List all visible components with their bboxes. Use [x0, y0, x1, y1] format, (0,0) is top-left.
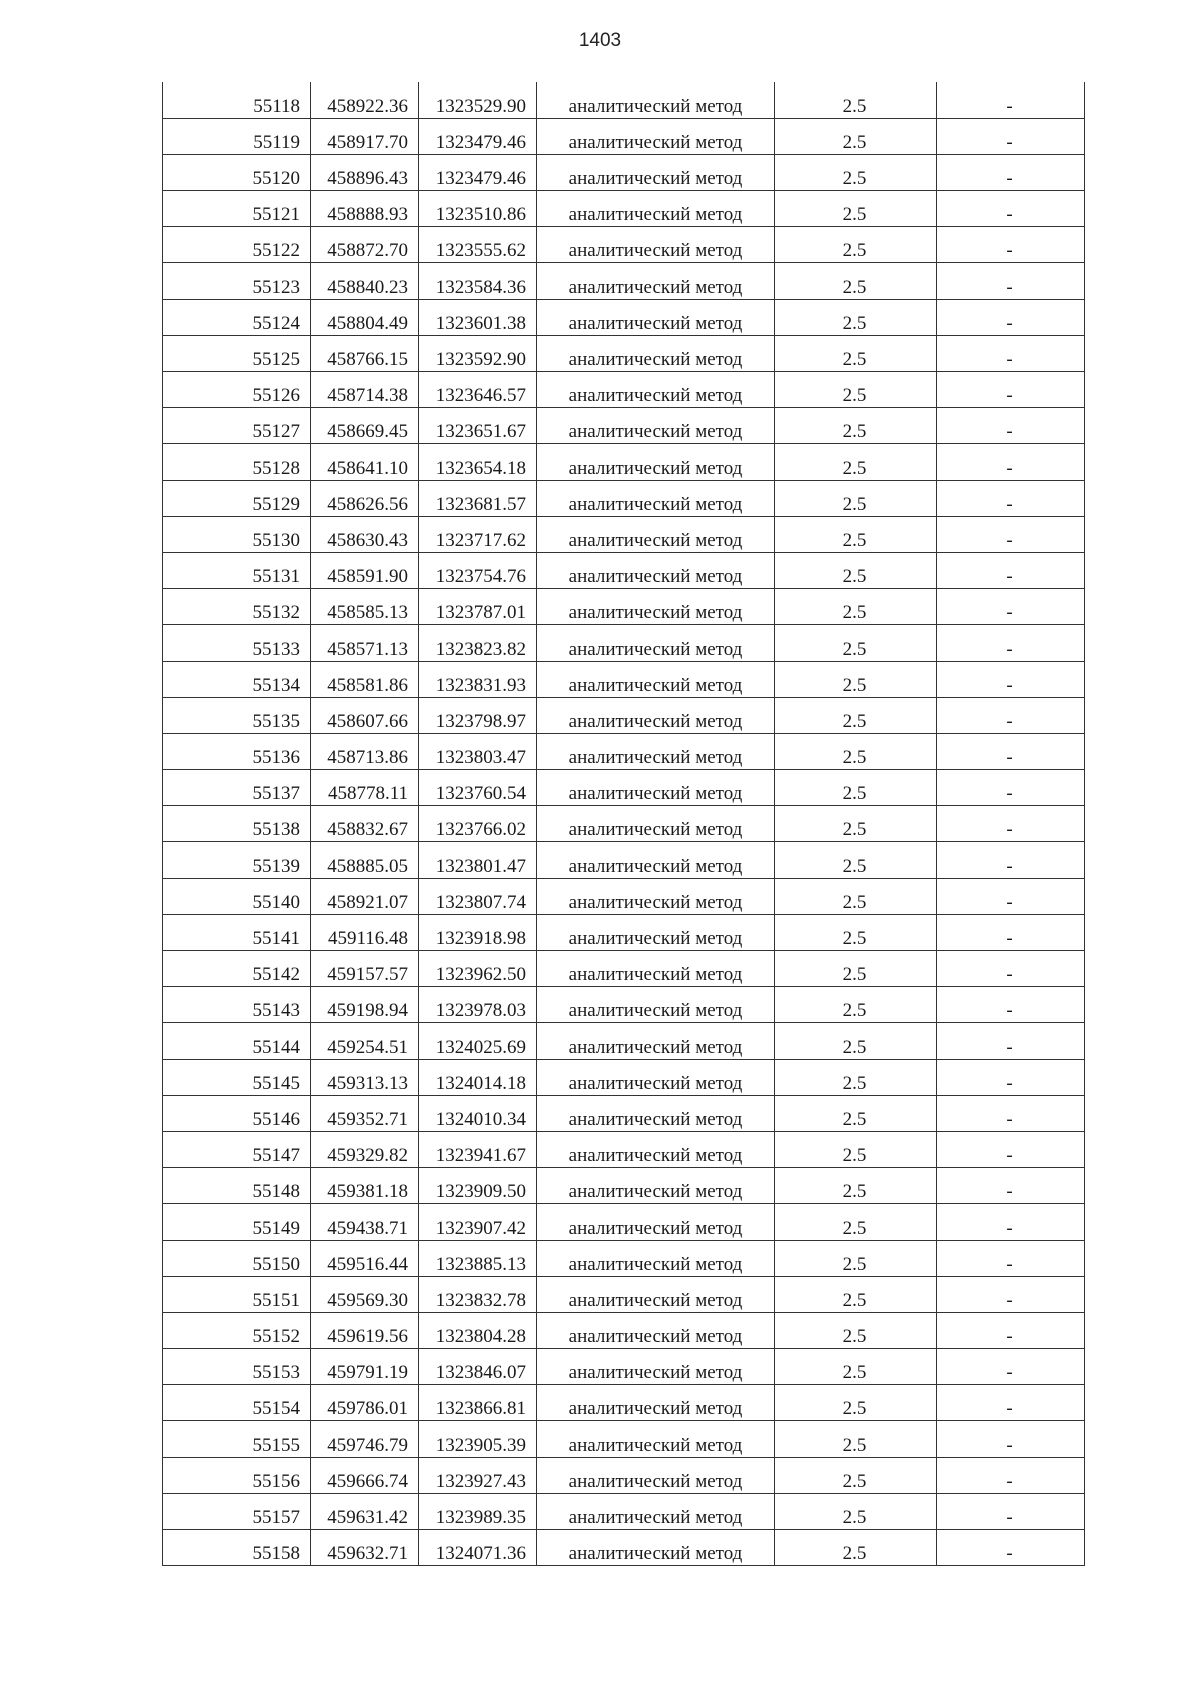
- point-number-cell: 55152: [163, 1312, 311, 1348]
- y-coordinate-cell: 1323804.28: [419, 1312, 537, 1348]
- point-number-cell: 55137: [163, 770, 311, 806]
- note-cell: -: [937, 1530, 1085, 1566]
- accuracy-cell: 2.5: [775, 516, 937, 552]
- point-number-cell: 55136: [163, 733, 311, 769]
- method-cell: аналитический метод: [537, 480, 775, 516]
- note-cell: -: [937, 1312, 1085, 1348]
- x-coordinate-cell: 458669.45: [311, 408, 419, 444]
- table-row: [163, 444, 1085, 480]
- note-cell: -: [937, 263, 1085, 299]
- method-cell: аналитический метод: [537, 1493, 775, 1529]
- y-coordinate-cell: 1323681.57: [419, 480, 537, 516]
- y-coordinate-cell: 1323555.62: [419, 227, 537, 263]
- y-coordinate-cell: 1323941.67: [419, 1131, 537, 1167]
- method-cell: аналитический метод: [537, 1530, 775, 1566]
- method-cell: аналитический метод: [537, 806, 775, 842]
- x-coordinate-cell: 458804.49: [311, 299, 419, 335]
- x-coordinate-cell: 459631.42: [311, 1493, 419, 1529]
- y-coordinate-cell: 1323823.82: [419, 625, 537, 661]
- table-row: [163, 951, 1085, 987]
- note-cell: -: [937, 1095, 1085, 1131]
- x-coordinate-cell: 458607.66: [311, 697, 419, 733]
- x-coordinate-cell: 458641.10: [311, 444, 419, 480]
- y-coordinate-cell: 1323651.67: [419, 408, 537, 444]
- y-coordinate-cell: 1323766.02: [419, 806, 537, 842]
- accuracy-cell: 2.5: [775, 1095, 937, 1131]
- method-cell: аналитический метод: [537, 1312, 775, 1348]
- page-number: 1403: [578, 30, 622, 51]
- table-row: [163, 372, 1085, 408]
- accuracy-cell: 2.5: [775, 806, 937, 842]
- point-number-cell: 55142: [163, 951, 311, 987]
- note-cell: -: [937, 154, 1085, 190]
- y-coordinate-cell: 1324014.18: [419, 1059, 537, 1095]
- x-coordinate-cell: 459746.79: [311, 1421, 419, 1457]
- method-cell: аналитический метод: [537, 625, 775, 661]
- table-row: [163, 625, 1085, 661]
- note-cell: -: [937, 1493, 1085, 1529]
- point-number-cell: 55141: [163, 914, 311, 950]
- accuracy-cell: 2.5: [775, 1131, 937, 1167]
- x-coordinate-cell: 458630.43: [311, 516, 419, 552]
- method-cell: аналитический метод: [537, 154, 775, 190]
- x-coordinate-cell: 458921.07: [311, 878, 419, 914]
- table-row: [163, 1493, 1085, 1529]
- x-coordinate-cell: 458766.15: [311, 335, 419, 371]
- table-row: [163, 1023, 1085, 1059]
- point-number-cell: 55121: [163, 191, 311, 227]
- point-number-cell: 55119: [163, 118, 311, 154]
- point-number-cell: 55124: [163, 299, 311, 335]
- method-cell: аналитический метод: [537, 661, 775, 697]
- accuracy-cell: 2.5: [775, 552, 937, 588]
- table-row: [163, 1059, 1085, 1095]
- accuracy-cell: 2.5: [775, 191, 937, 227]
- point-number-cell: 55153: [163, 1349, 311, 1385]
- note-cell: -: [937, 878, 1085, 914]
- y-coordinate-cell: 1324071.36: [419, 1530, 537, 1566]
- x-coordinate-cell: 459116.48: [311, 914, 419, 950]
- table-row: [163, 914, 1085, 950]
- table-row: [163, 806, 1085, 842]
- point-number-cell: 55146: [163, 1095, 311, 1131]
- note-cell: -: [937, 227, 1085, 263]
- point-number-cell: 55140: [163, 878, 311, 914]
- point-number-cell: 55132: [163, 589, 311, 625]
- table-row: [163, 878, 1085, 914]
- point-number-cell: 55145: [163, 1059, 311, 1095]
- table-row: [163, 1095, 1085, 1131]
- x-coordinate-cell: 458872.70: [311, 227, 419, 263]
- x-coordinate-cell: 459619.56: [311, 1312, 419, 1348]
- method-cell: аналитический метод: [537, 697, 775, 733]
- table-row: [163, 589, 1085, 625]
- y-coordinate-cell: 1323962.50: [419, 951, 537, 987]
- point-number-cell: 55148: [163, 1168, 311, 1204]
- accuracy-cell: 2.5: [775, 1023, 937, 1059]
- x-coordinate-cell: 458922.36: [311, 82, 419, 118]
- point-number-cell: 55158: [163, 1530, 311, 1566]
- y-coordinate-cell: 1323646.57: [419, 372, 537, 408]
- accuracy-cell: 2.5: [775, 625, 937, 661]
- y-coordinate-cell: 1323479.46: [419, 118, 537, 154]
- note-cell: -: [937, 82, 1085, 118]
- note-cell: -: [937, 1240, 1085, 1276]
- accuracy-cell: 2.5: [775, 372, 937, 408]
- y-coordinate-cell: 1323978.03: [419, 987, 537, 1023]
- accuracy-cell: 2.5: [775, 1240, 937, 1276]
- note-cell: -: [937, 1023, 1085, 1059]
- point-number-cell: 55129: [163, 480, 311, 516]
- method-cell: аналитический метод: [537, 770, 775, 806]
- method-cell: аналитический метод: [537, 1457, 775, 1493]
- x-coordinate-cell: 458840.23: [311, 263, 419, 299]
- accuracy-cell: 2.5: [775, 480, 937, 516]
- point-number-cell: 55157: [163, 1493, 311, 1529]
- y-coordinate-cell: 1323831.93: [419, 661, 537, 697]
- table-row: [163, 1457, 1085, 1493]
- x-coordinate-cell: 459786.01: [311, 1385, 419, 1421]
- table-row: [163, 299, 1085, 335]
- y-coordinate-cell: 1323918.98: [419, 914, 537, 950]
- accuracy-cell: 2.5: [775, 878, 937, 914]
- accuracy-cell: 2.5: [775, 661, 937, 697]
- table-row: [163, 516, 1085, 552]
- note-cell: -: [937, 987, 1085, 1023]
- method-cell: аналитический метод: [537, 1095, 775, 1131]
- point-number-cell: 55147: [163, 1131, 311, 1167]
- method-cell: аналитический метод: [537, 1385, 775, 1421]
- accuracy-cell: 2.5: [775, 951, 937, 987]
- note-cell: -: [937, 299, 1085, 335]
- x-coordinate-cell: 458591.90: [311, 552, 419, 588]
- point-number-cell: 55155: [163, 1421, 311, 1457]
- note-cell: -: [937, 1349, 1085, 1385]
- x-coordinate-cell: 459381.18: [311, 1168, 419, 1204]
- y-coordinate-cell: 1323601.38: [419, 299, 537, 335]
- table-row: [163, 1131, 1085, 1167]
- method-cell: аналитический метод: [537, 1204, 775, 1240]
- note-cell: -: [937, 589, 1085, 625]
- method-cell: аналитический метод: [537, 516, 775, 552]
- method-cell: аналитический метод: [537, 191, 775, 227]
- x-coordinate-cell: 459157.57: [311, 951, 419, 987]
- x-coordinate-cell: 459516.44: [311, 1240, 419, 1276]
- y-coordinate-cell: 1323909.50: [419, 1168, 537, 1204]
- note-cell: -: [937, 118, 1085, 154]
- table-row: [163, 1530, 1085, 1566]
- y-coordinate-cell: 1323807.74: [419, 878, 537, 914]
- method-cell: аналитический метод: [537, 408, 775, 444]
- y-coordinate-cell: 1323529.90: [419, 82, 537, 118]
- point-number-cell: 55135: [163, 697, 311, 733]
- accuracy-cell: 2.5: [775, 154, 937, 190]
- y-coordinate-cell: 1323832.78: [419, 1276, 537, 1312]
- method-cell: аналитический метод: [537, 118, 775, 154]
- method-cell: аналитический метод: [537, 733, 775, 769]
- table-row: [163, 1385, 1085, 1421]
- accuracy-cell: 2.5: [775, 1493, 937, 1529]
- y-coordinate-cell: 1323801.47: [419, 842, 537, 878]
- accuracy-cell: 2.5: [775, 1457, 937, 1493]
- method-cell: аналитический метод: [537, 987, 775, 1023]
- point-number-cell: 55144: [163, 1023, 311, 1059]
- coordinates-table: [162, 82, 1085, 1566]
- x-coordinate-cell: 459569.30: [311, 1276, 419, 1312]
- accuracy-cell: 2.5: [775, 408, 937, 444]
- note-cell: -: [937, 951, 1085, 987]
- y-coordinate-cell: 1323592.90: [419, 335, 537, 371]
- note-cell: -: [937, 516, 1085, 552]
- method-cell: аналитический метод: [537, 1168, 775, 1204]
- method-cell: аналитический метод: [537, 1240, 775, 1276]
- table-row: [163, 1312, 1085, 1348]
- x-coordinate-cell: 459666.74: [311, 1457, 419, 1493]
- x-coordinate-cell: 458571.13: [311, 625, 419, 661]
- table-row: [163, 154, 1085, 190]
- table-row: [163, 1240, 1085, 1276]
- note-cell: -: [937, 1131, 1085, 1167]
- note-cell: -: [937, 1276, 1085, 1312]
- method-cell: аналитический метод: [537, 1059, 775, 1095]
- table-row: [163, 1349, 1085, 1385]
- method-cell: аналитический метод: [537, 951, 775, 987]
- note-cell: -: [937, 552, 1085, 588]
- point-number-cell: 55143: [163, 987, 311, 1023]
- point-number-cell: 55150: [163, 1240, 311, 1276]
- note-cell: -: [937, 444, 1085, 480]
- accuracy-cell: 2.5: [775, 1385, 937, 1421]
- method-cell: аналитический метод: [537, 1023, 775, 1059]
- point-number-cell: 55127: [163, 408, 311, 444]
- note-cell: -: [937, 1168, 1085, 1204]
- note-cell: -: [937, 1457, 1085, 1493]
- point-number-cell: 55138: [163, 806, 311, 842]
- table-row: [163, 263, 1085, 299]
- accuracy-cell: 2.5: [775, 697, 937, 733]
- table-row: [163, 987, 1085, 1023]
- method-cell: аналитический метод: [537, 1349, 775, 1385]
- x-coordinate-cell: 458713.86: [311, 733, 419, 769]
- point-number-cell: 55125: [163, 335, 311, 371]
- x-coordinate-cell: 459438.71: [311, 1204, 419, 1240]
- y-coordinate-cell: 1324010.34: [419, 1095, 537, 1131]
- method-cell: аналитический метод: [537, 1421, 775, 1457]
- note-cell: -: [937, 625, 1085, 661]
- x-coordinate-cell: 459632.71: [311, 1530, 419, 1566]
- note-cell: -: [937, 770, 1085, 806]
- y-coordinate-cell: 1323787.01: [419, 589, 537, 625]
- note-cell: -: [937, 480, 1085, 516]
- method-cell: аналитический метод: [537, 227, 775, 263]
- table-row: [163, 1168, 1085, 1204]
- note-cell: -: [937, 335, 1085, 371]
- accuracy-cell: 2.5: [775, 1168, 937, 1204]
- method-cell: аналитический метод: [537, 82, 775, 118]
- method-cell: аналитический метод: [537, 299, 775, 335]
- table-row: [163, 697, 1085, 733]
- method-cell: аналитический метод: [537, 842, 775, 878]
- y-coordinate-cell: 1323754.76: [419, 552, 537, 588]
- point-number-cell: 55123: [163, 263, 311, 299]
- y-coordinate-cell: 1323760.54: [419, 770, 537, 806]
- point-number-cell: 55120: [163, 154, 311, 190]
- x-coordinate-cell: 458585.13: [311, 589, 419, 625]
- table-row: [163, 1204, 1085, 1240]
- y-coordinate-cell: 1323479.46: [419, 154, 537, 190]
- table-row: [163, 733, 1085, 769]
- accuracy-cell: 2.5: [775, 335, 937, 371]
- x-coordinate-cell: 458581.86: [311, 661, 419, 697]
- point-number-cell: 55126: [163, 372, 311, 408]
- y-coordinate-cell: 1323798.97: [419, 697, 537, 733]
- note-cell: -: [937, 408, 1085, 444]
- note-cell: -: [937, 1204, 1085, 1240]
- x-coordinate-cell: 458626.56: [311, 480, 419, 516]
- point-number-cell: 55149: [163, 1204, 311, 1240]
- point-number-cell: 55130: [163, 516, 311, 552]
- note-cell: -: [937, 1059, 1085, 1095]
- method-cell: аналитический метод: [537, 878, 775, 914]
- table-row: [163, 118, 1085, 154]
- y-coordinate-cell: 1323510.86: [419, 191, 537, 227]
- method-cell: аналитический метод: [537, 1131, 775, 1167]
- table-row: [163, 82, 1085, 118]
- accuracy-cell: 2.5: [775, 914, 937, 950]
- note-cell: -: [937, 806, 1085, 842]
- accuracy-cell: 2.5: [775, 227, 937, 263]
- accuracy-cell: 2.5: [775, 1421, 937, 1457]
- accuracy-cell: 2.5: [775, 987, 937, 1023]
- point-number-cell: 55156: [163, 1457, 311, 1493]
- accuracy-cell: 2.5: [775, 444, 937, 480]
- x-coordinate-cell: 458714.38: [311, 372, 419, 408]
- table-row: [163, 480, 1085, 516]
- note-cell: -: [937, 697, 1085, 733]
- note-cell: -: [937, 842, 1085, 878]
- accuracy-cell: 2.5: [775, 1276, 937, 1312]
- accuracy-cell: 2.5: [775, 299, 937, 335]
- y-coordinate-cell: 1323989.35: [419, 1493, 537, 1529]
- method-cell: аналитический метод: [537, 444, 775, 480]
- point-number-cell: 55128: [163, 444, 311, 480]
- table-row: [163, 1421, 1085, 1457]
- note-cell: -: [937, 191, 1085, 227]
- table-row: [163, 1276, 1085, 1312]
- accuracy-cell: 2.5: [775, 118, 937, 154]
- accuracy-cell: 2.5: [775, 82, 937, 118]
- method-cell: аналитический метод: [537, 263, 775, 299]
- x-coordinate-cell: 459313.13: [311, 1059, 419, 1095]
- method-cell: аналитический метод: [537, 914, 775, 950]
- note-cell: -: [937, 372, 1085, 408]
- x-coordinate-cell: 458917.70: [311, 118, 419, 154]
- accuracy-cell: 2.5: [775, 589, 937, 625]
- x-coordinate-cell: 459329.82: [311, 1131, 419, 1167]
- point-number-cell: 55134: [163, 661, 311, 697]
- table-row: [163, 227, 1085, 263]
- note-cell: -: [937, 914, 1085, 950]
- point-number-cell: 55122: [163, 227, 311, 263]
- accuracy-cell: 2.5: [775, 1204, 937, 1240]
- y-coordinate-cell: 1323654.18: [419, 444, 537, 480]
- table-row: [163, 770, 1085, 806]
- table-row: [163, 335, 1085, 371]
- note-cell: -: [937, 1385, 1085, 1421]
- y-coordinate-cell: 1323846.07: [419, 1349, 537, 1385]
- table-row: [163, 661, 1085, 697]
- method-cell: аналитический метод: [537, 589, 775, 625]
- accuracy-cell: 2.5: [775, 1312, 937, 1348]
- method-cell: аналитический метод: [537, 335, 775, 371]
- y-coordinate-cell: 1323885.13: [419, 1240, 537, 1276]
- table-row: [163, 842, 1085, 878]
- y-coordinate-cell: 1323803.47: [419, 733, 537, 769]
- note-cell: -: [937, 733, 1085, 769]
- accuracy-cell: 2.5: [775, 842, 937, 878]
- x-coordinate-cell: 458778.11: [311, 770, 419, 806]
- y-coordinate-cell: 1323905.39: [419, 1421, 537, 1457]
- accuracy-cell: 2.5: [775, 1530, 937, 1566]
- x-coordinate-cell: 459352.71: [311, 1095, 419, 1131]
- y-coordinate-cell: 1323927.43: [419, 1457, 537, 1493]
- note-cell: -: [937, 661, 1085, 697]
- table-row: [163, 552, 1085, 588]
- table-row: [163, 408, 1085, 444]
- point-number-cell: 55139: [163, 842, 311, 878]
- point-number-cell: 55118: [163, 82, 311, 118]
- note-cell: -: [937, 1421, 1085, 1457]
- accuracy-cell: 2.5: [775, 263, 937, 299]
- method-cell: аналитический метод: [537, 552, 775, 588]
- point-number-cell: 55151: [163, 1276, 311, 1312]
- y-coordinate-cell: 1323717.62: [419, 516, 537, 552]
- x-coordinate-cell: 459254.51: [311, 1023, 419, 1059]
- accuracy-cell: 2.5: [775, 1059, 937, 1095]
- point-number-cell: 55133: [163, 625, 311, 661]
- method-cell: аналитический метод: [537, 1276, 775, 1312]
- x-coordinate-cell: 458832.67: [311, 806, 419, 842]
- x-coordinate-cell: 458896.43: [311, 154, 419, 190]
- y-coordinate-cell: 1323866.81: [419, 1385, 537, 1421]
- table-row: [163, 191, 1085, 227]
- y-coordinate-cell: 1323584.36: [419, 263, 537, 299]
- x-coordinate-cell: 458885.05: [311, 842, 419, 878]
- accuracy-cell: 2.5: [775, 770, 937, 806]
- point-number-cell: 55154: [163, 1385, 311, 1421]
- y-coordinate-cell: 1323907.42: [419, 1204, 537, 1240]
- coordinates-table-body: [163, 82, 1085, 1566]
- x-coordinate-cell: 459198.94: [311, 987, 419, 1023]
- y-coordinate-cell: 1324025.69: [419, 1023, 537, 1059]
- method-cell: аналитический метод: [537, 372, 775, 408]
- x-coordinate-cell: 459791.19: [311, 1349, 419, 1385]
- point-number-cell: 55131: [163, 552, 311, 588]
- accuracy-cell: 2.5: [775, 733, 937, 769]
- x-coordinate-cell: 458888.93: [311, 191, 419, 227]
- accuracy-cell: 2.5: [775, 1349, 937, 1385]
